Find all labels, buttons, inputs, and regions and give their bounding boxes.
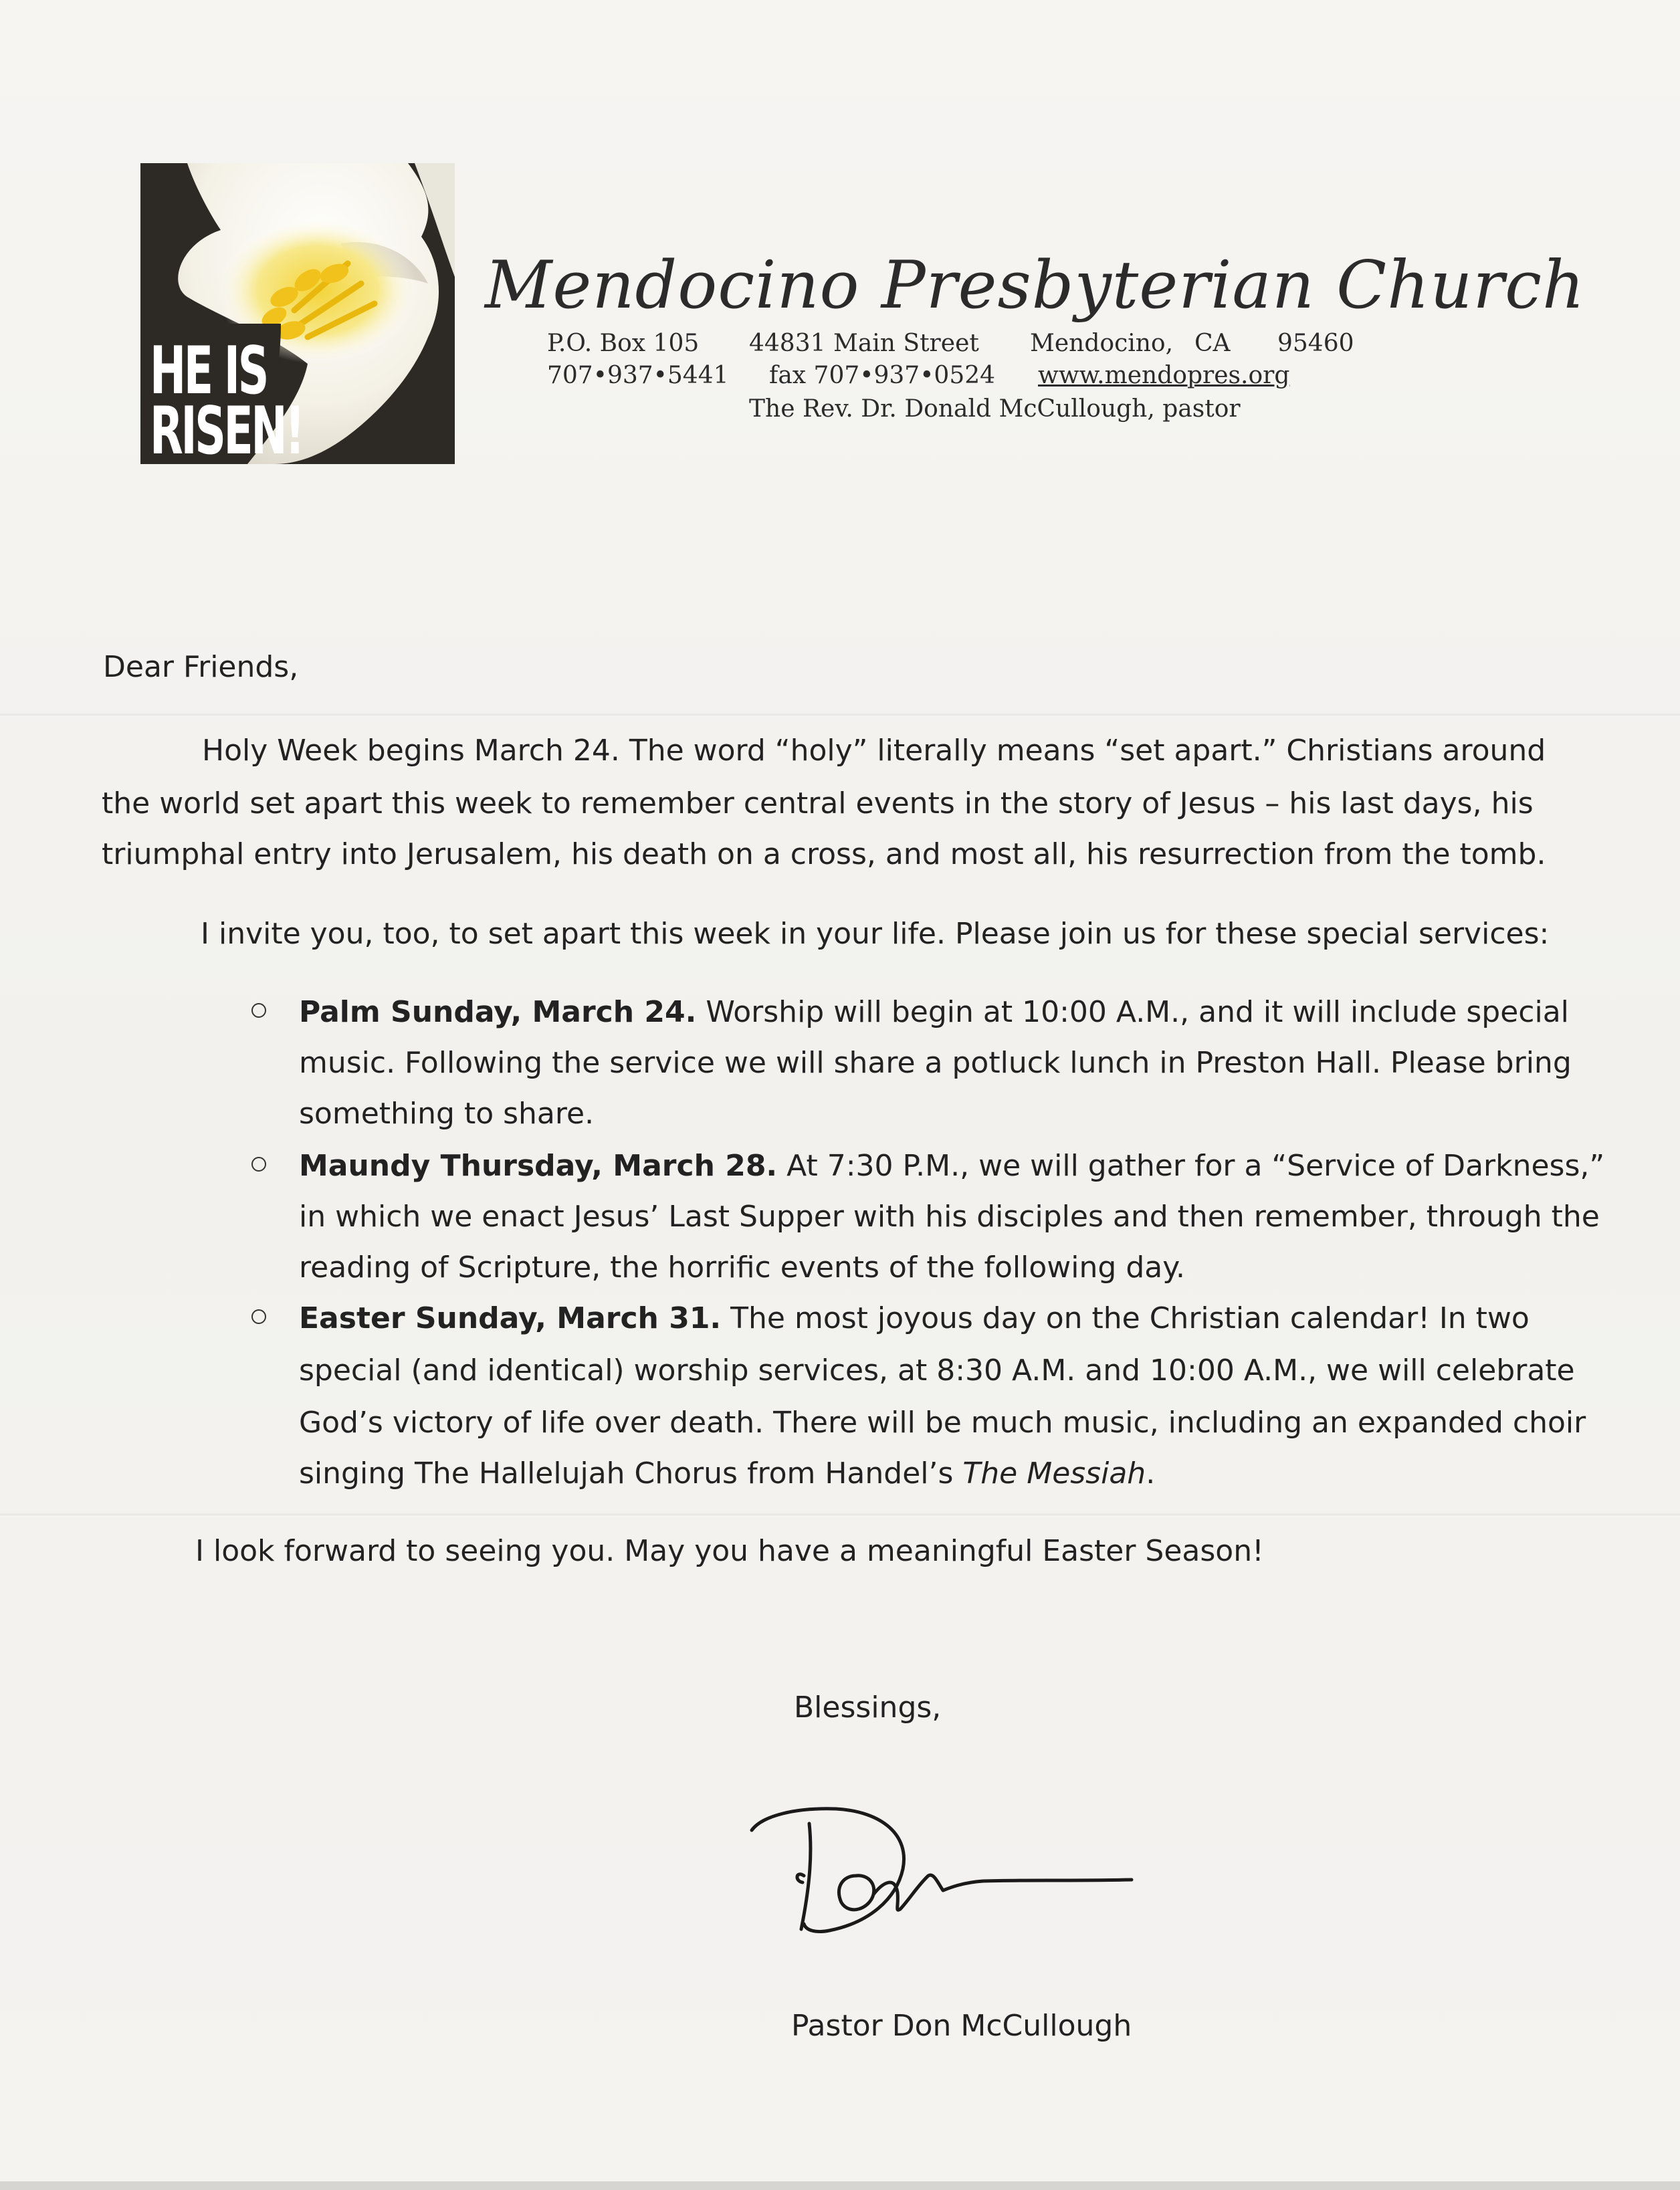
paper-fold [0, 1513, 1680, 1517]
service-text-line: special (and identical) worship services, at 8:30 A.M. and 10:00 A.M., we will celebrate [299, 1353, 1575, 1388]
service-text: . [1146, 1456, 1156, 1491]
paragraph-1-line: the world set apart this week to remember central events in the story of Jesus – his last days, his [102, 786, 1534, 820]
fax-number: fax 707•937•0524 [769, 362, 996, 389]
pastor-line: The Rev. Dr. Donald McCullough, pastor [749, 395, 1241, 423]
paragraph-1-line: triumphal entry into Jerusalem, his death on a cross, and most all, his resurrection from the tomb. [102, 837, 1546, 871]
handwritten-signature [742, 1775, 1144, 1949]
service-palm-sunday [299, 995, 1569, 1029]
service-text: The most joyous day on the Christian calendar! In two [721, 1301, 1530, 1335]
service-text-line: God’s victory of life over death. There will be much music, including an expanded choir [299, 1406, 1586, 1440]
service-title: Maundy Thursday, March 28. [299, 1149, 778, 1183]
website-link[interactable]: www.mendopres.org [1038, 362, 1290, 389]
work-title: The Messiah [962, 1456, 1146, 1491]
service-text-line: music. Following the service we will share a potluck lunch in Preston Hall. Please bring [299, 1046, 1572, 1080]
service-text: Worship will begin at 10:00 A.M., and it will include special [696, 995, 1569, 1029]
phone-number: 707•937•5441 [547, 362, 729, 389]
service-text: singing The Hallelujah Chorus from Handel’s [299, 1456, 963, 1491]
service-text-line: something to share. [299, 1097, 595, 1131]
state: CA [1194, 330, 1231, 357]
scan-edge [0, 2181, 1680, 2190]
logo-text-line-1: HE IS [150, 333, 267, 409]
salutation: Dear Friends, [103, 650, 299, 684]
service-easter-sunday [299, 1301, 1530, 1335]
signer-name: Pastor Don McCullough [791, 2009, 1132, 2043]
bullet-icon [251, 1003, 266, 1018]
service-title: Easter Sunday, March 31. [299, 1301, 722, 1335]
bullet-icon [251, 1309, 266, 1324]
he-is-risen-logo [140, 163, 455, 464]
zip-code: 95460 [1277, 330, 1354, 357]
church-name: Mendocino Presbyterian Church [485, 247, 1586, 324]
service-text: At 7:30 P.M., we will gather for a “Service of Darkness,” [777, 1149, 1605, 1183]
valediction: Blessings, [794, 1690, 942, 1725]
paragraph-2: I invite you, too, to set apart this week in your life. Please join us for these special services: [201, 917, 1550, 951]
service-text-line [299, 1456, 1156, 1491]
bullet-icon [251, 1157, 266, 1172]
city: Mendocino, [1030, 330, 1174, 357]
service-title: Palm Sunday, March 24. [299, 995, 697, 1029]
service-text-line: reading of Scripture, the horrific events of the following day. [299, 1250, 1185, 1285]
closing-paragraph: I look forward to seeing you. May you have a meaningful Easter Season! [195, 1534, 1264, 1568]
service-maundy-thursday [299, 1149, 1605, 1183]
paragraph-1-line: Holy Week begins March 24. The word “holy” literally means “set apart.” Christians around [202, 734, 1546, 768]
street-address: 44831 Main Street [749, 330, 979, 357]
logo-text-line-2: RISEN! [150, 393, 303, 464]
po-box: P.O. Box 105 [547, 330, 700, 357]
paper-fold [0, 713, 1680, 717]
service-text-line: in which we enact Jesus’ Last Supper with his disciples and then remember, through the [299, 1200, 1600, 1234]
